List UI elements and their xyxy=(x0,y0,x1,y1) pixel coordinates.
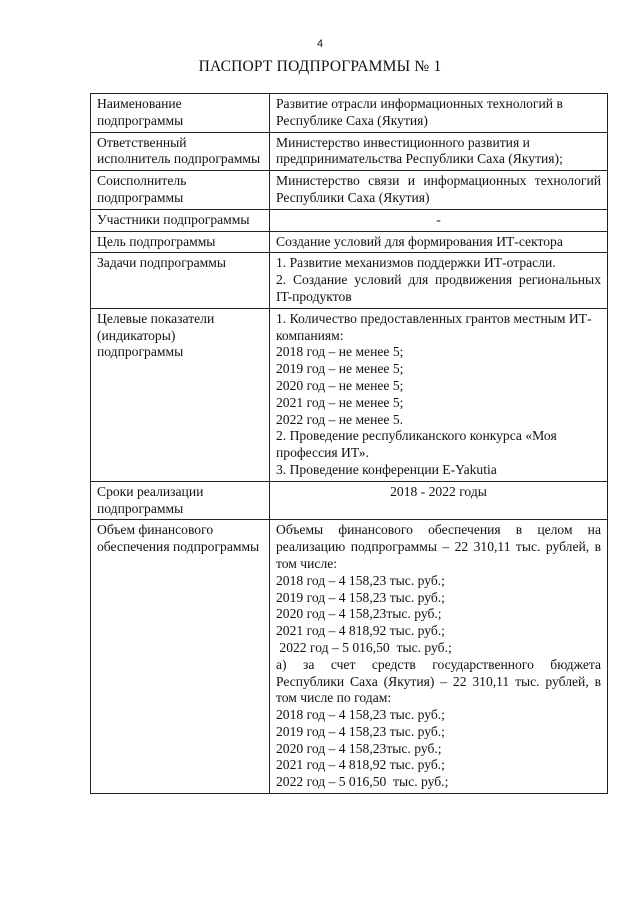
value-line: 1. Развитие механизмов поддержки ИТ-отрасли. xyxy=(276,255,556,271)
row-value xyxy=(270,132,608,171)
value-line: 2019 год – 4 158,23 тыс. руб.; xyxy=(276,589,445,605)
table-row xyxy=(91,231,608,253)
row-label: Цель подпрограммы xyxy=(91,231,270,253)
row-label: Ответственный исполнитель подпрограммы xyxy=(91,132,270,171)
value-line: 2. Проведение республиканского конкурса «Моя профессия ИТ». xyxy=(276,428,557,461)
value-line: - xyxy=(436,211,441,227)
row-label: Целевые показатели (индикаторы) подпрограммы xyxy=(91,308,270,481)
value-line: 2021 год – не менее 5; xyxy=(276,394,404,410)
value-line: Развитие отрасли информационных технологий в Республике Саха (Якутия) xyxy=(276,96,563,128)
page-title: ПАСПОРТ ПОДПРОГРАММЫ № 1 xyxy=(198,58,442,75)
table-row xyxy=(91,253,608,308)
row-value xyxy=(270,94,608,133)
value-line: 2020 год – не менее 5; xyxy=(276,377,404,393)
row-value xyxy=(270,308,608,481)
row-label: Участники подпрограммы xyxy=(91,209,270,231)
row-value xyxy=(270,171,608,210)
value-line: 2018 год – 4 158,23 тыс. руб.; xyxy=(276,707,445,723)
row-value xyxy=(270,253,608,308)
table-row xyxy=(91,132,608,171)
value-line: 2022 год – 5 016,50 тыс. руб.; xyxy=(276,639,452,655)
value-line: 2020 год – 4 158,23тыс. руб.; xyxy=(276,606,442,622)
value-line: 2018 год – 4 158,23 тыс. руб.; xyxy=(276,572,445,588)
table-row xyxy=(91,308,608,481)
value-line: Министерство инвестиционного развития и предпринимательства Республики Саха (Якутия); xyxy=(276,134,563,167)
value-line: 2019 год – 4 158,23 тыс. руб.; xyxy=(276,723,445,739)
value-line: 2020 год – 4 158,23тыс. руб.; xyxy=(276,740,442,756)
table-row xyxy=(91,481,608,520)
row-label: Соисполнитель подпрограммы xyxy=(91,171,270,210)
value-line: 2021 год – 4 818,92 тыс. руб.; xyxy=(276,757,445,773)
passport-table xyxy=(90,93,608,794)
value-line: 2018 год – не менее 5; xyxy=(276,344,404,360)
value-line: 2022 год – 5 016,50 тыс. руб.; xyxy=(276,774,449,790)
value-line: 1. Количество предоставленных грантов местным ИТ-компаниям: xyxy=(276,310,592,343)
value-line: 2. Создание условий для продвижения региональных IT-продуктов xyxy=(276,272,601,304)
row-label: Объем финансового обеспечения подпрограммы xyxy=(91,520,270,794)
row-value xyxy=(270,520,608,794)
value-line: 2019 год – не менее 5; xyxy=(276,361,404,377)
row-label: Наименование подпрограммы xyxy=(91,94,270,133)
value-line: 2022 год – не менее 5. xyxy=(276,411,404,427)
value-line: 2018 - 2022 годы xyxy=(390,483,487,499)
table-row xyxy=(91,171,608,210)
row-label: Задачи подпрограммы xyxy=(91,253,270,308)
table-row xyxy=(91,209,608,231)
row-label: Сроки реализации подпрограммы xyxy=(91,481,270,520)
value-line: 2021 год – 4 818,92 тыс. руб.; xyxy=(276,623,445,639)
value-line: Объемы финансового обеспечения в целом на реализацию подпрограммы – 22 310,11 тыс. рублей, в том числе: xyxy=(276,522,601,571)
value-line: Министерство связи и информационных технологий Республики Саха (Якутия) xyxy=(276,173,601,205)
page-number: 4 xyxy=(316,38,324,50)
value-line: Создание условий для формирования ИТ-сектора xyxy=(276,233,563,249)
row-value xyxy=(270,481,608,520)
value-line: а) за счет средств государственного бюджета Республики Саха (Якутия) – 22 310,11 тыс. рублей, в том числе по годам: xyxy=(276,656,601,706)
table-row xyxy=(91,94,608,133)
row-value xyxy=(270,209,608,231)
value-line: 3. Проведение конференции E-Yakutia xyxy=(276,461,497,477)
row-value xyxy=(270,231,608,253)
table-row xyxy=(91,520,608,794)
